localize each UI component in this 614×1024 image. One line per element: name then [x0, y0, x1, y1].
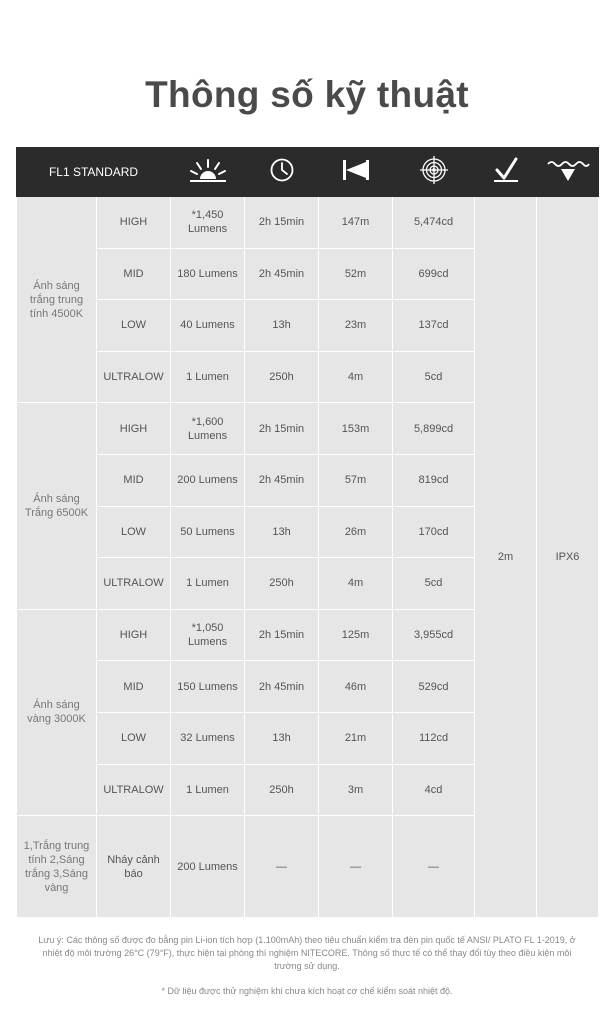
output-cell: 32 Lumens [171, 712, 245, 764]
distance-cell: 52m [319, 248, 393, 300]
mode-cell: LOW [97, 300, 171, 352]
distance-cell: 153m [319, 403, 393, 455]
table-row [17, 197, 599, 249]
intensity-cell: 3,955cd [393, 609, 475, 661]
impact-resistance-header [475, 148, 537, 197]
intensity-cell: 529cd [393, 661, 475, 713]
mode-cell: ULTRALOW [97, 351, 171, 403]
mode-cell: LOW [97, 506, 171, 558]
waterproof-header [537, 148, 599, 197]
intensity-cell: 5cd [393, 351, 475, 403]
intensity-header [393, 148, 475, 197]
waterproof-value: IPX6 [537, 197, 599, 918]
runtime-cell: 2h 15min [245, 197, 319, 249]
intensity-cell: 5,474cd [393, 197, 475, 249]
output-cell: 50 Lumens [171, 506, 245, 558]
page-title: Thông số kỹ thuật [145, 74, 469, 115]
runtime-cell: 13h [245, 506, 319, 558]
mode-cell: HIGH [97, 609, 171, 661]
distance-cell: 4m [319, 558, 393, 610]
output-cell: 180 Lumens [171, 248, 245, 300]
distance-cell: 4m [319, 351, 393, 403]
distance-cell: 46m [319, 661, 393, 713]
output-cell: 200 Lumens [171, 816, 245, 918]
impact-resistance-icon [492, 156, 520, 189]
waterproof-icon [546, 157, 590, 188]
thermal-control-note: * Dữ liệu được thử nghiệm khi chưa kích hoạt cơ chế kiểm soát nhiệt độ. [161, 986, 453, 996]
output-cell: *1,450 Lumens [171, 197, 245, 249]
intensity-cell: 819cd [393, 454, 475, 506]
intensity-target-icon [419, 155, 449, 190]
output-cell: 1 Lumen [171, 558, 245, 610]
model-label: FL1 STANDARD [17, 148, 171, 197]
distance-cell: 57m [319, 454, 393, 506]
spec-table-body [17, 197, 599, 918]
runtime-cell: 2h 45min [245, 248, 319, 300]
output-cell: 200 Lumens [171, 454, 245, 506]
mode-cell: MID [97, 248, 171, 300]
mode-cell: HIGH [97, 197, 171, 249]
intensity-cell: 112cd [393, 712, 475, 764]
distance-cell: 125m [319, 609, 393, 661]
distance-cell: — [319, 816, 393, 918]
output-cell: 150 Lumens [171, 661, 245, 713]
brightness-header [171, 148, 245, 197]
light-group-label: 1,Trắng trung tính 2,Sáng trắng 3,Sáng vàng [17, 816, 97, 918]
mode-cell: HIGH [97, 403, 171, 455]
runtime-cell: 13h [245, 712, 319, 764]
runtime-cell: 2h 45min [245, 454, 319, 506]
runtime-cell: — [245, 816, 319, 918]
distance-cell: 3m [319, 764, 393, 816]
intensity-cell: 4cd [393, 764, 475, 816]
brightness-icon [189, 157, 227, 188]
mode-cell: MID [97, 661, 171, 713]
mode-cell: Nháy cảnh báo [97, 816, 171, 918]
beam-distance-icon [341, 158, 371, 187]
intensity-cell: 5,899cd [393, 403, 475, 455]
beam-distance-header [319, 148, 393, 197]
runtime-cell: 13h [245, 300, 319, 352]
distance-cell: 26m [319, 506, 393, 558]
light-group-label: Ánh sáng trắng trung tính 4500K [17, 197, 97, 403]
impact-resistance-value: 2m [475, 197, 537, 918]
light-group-label: Ánh sáng vàng 3000K [17, 609, 97, 815]
runtime-cell: 2h 15min [245, 403, 319, 455]
runtime-cell: 2h 45min [245, 661, 319, 713]
runtime-cell: 250h [245, 764, 319, 816]
distance-cell: 23m [319, 300, 393, 352]
output-cell: 1 Lumen [171, 351, 245, 403]
mode-cell: ULTRALOW [97, 558, 171, 610]
mode-cell: ULTRALOW [97, 764, 171, 816]
runtime-clock-icon [269, 157, 295, 188]
runtime-cell: 250h [245, 351, 319, 403]
intensity-cell: 699cd [393, 248, 475, 300]
mode-cell: LOW [97, 712, 171, 764]
output-cell: *1,050 Lumens [171, 609, 245, 661]
header-row [17, 148, 599, 197]
distance-cell: 147m [319, 197, 393, 249]
runtime-cell: 250h [245, 558, 319, 610]
output-cell: *1,600 Lumens [171, 403, 245, 455]
output-cell: 1 Lumen [171, 764, 245, 816]
distance-cell: 21m [319, 712, 393, 764]
mode-cell: MID [97, 454, 171, 506]
intensity-cell: 5cd [393, 558, 475, 610]
spec-table [16, 147, 599, 918]
runtime-cell: 2h 15min [245, 609, 319, 661]
light-group-label: Ánh sáng Trắng 6500K [17, 403, 97, 609]
intensity-cell: 137cd [393, 300, 475, 352]
intensity-cell: — [393, 816, 475, 918]
measurement-note: Lưu ý: Các thông số được đo bằng pin Li-ion tích hợp (1.100mAh) theo tiêu chuẩn kiểm tra đèn pin quốc tế ANSI/ PLATO FL 1-2019, ở nhiệt độ môi trường 26°C (79°F), thực hiện tại phòng thí nghiệm NITECORE. Thông số thực tế có thể thay đổi tùy theo điều kiện môi trường sử dụng. [38, 935, 576, 971]
runtime-header [245, 148, 319, 197]
intensity-cell: 170cd [393, 506, 475, 558]
output-cell: 40 Lumens [171, 300, 245, 352]
